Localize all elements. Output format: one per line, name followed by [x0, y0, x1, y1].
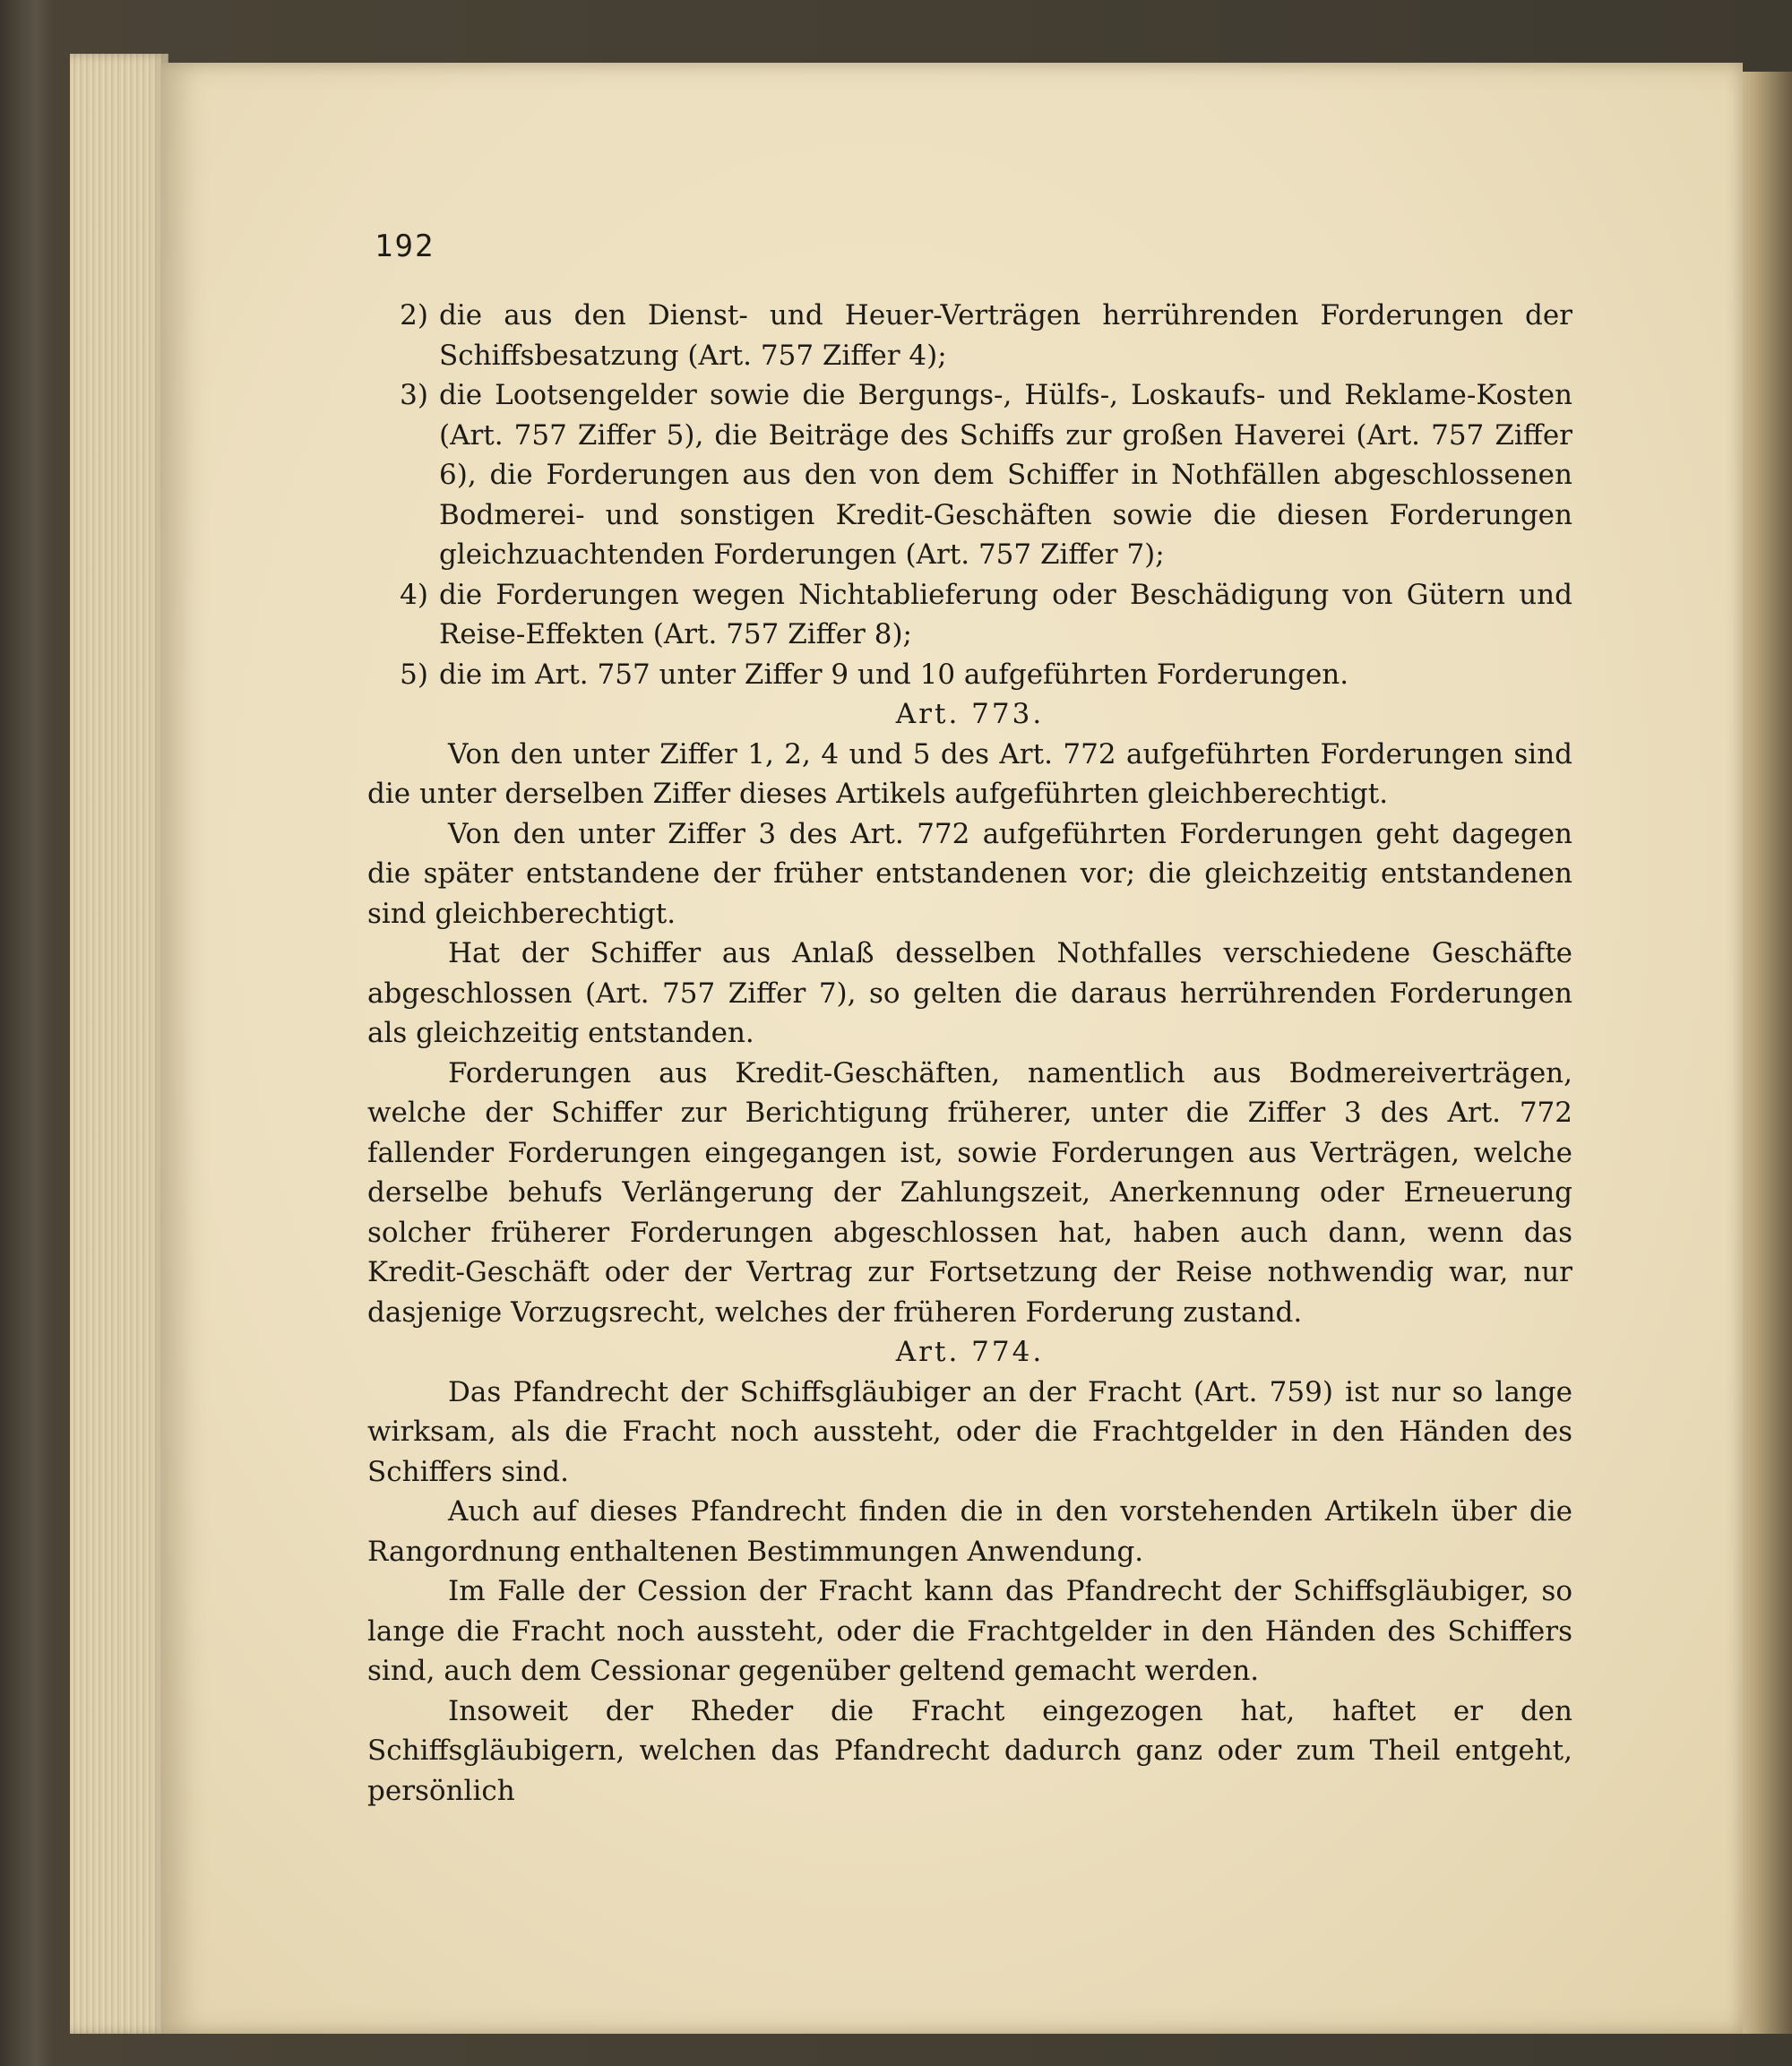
list-item: [367, 655, 1572, 695]
page-number: 192: [375, 228, 435, 264]
list-item: [367, 375, 1572, 575]
paragraph: Hat der Schiffer aus Anlaß desselben Nothfalles verschiedene Geschäfte abgeschlossen (Art. 757 Ziffer 7), so gelten die daraus herrührenden Forderungen als gleichzeitig entstanden.: [367, 937, 1572, 1049]
list-text: die aus den Dienst- und Heuer-Verträgen herrührenden Forderungen der Schiffsbesatzung (Art. 757 Ziffer 4);: [439, 299, 1572, 372]
list-item: [367, 296, 1572, 375]
numbered-list: [367, 296, 1572, 694]
list-number: 5): [400, 658, 428, 691]
list-number: 3): [400, 379, 428, 411]
list-number: 2): [400, 299, 428, 331]
list-text: die Lootsengelder sowie die Bergungs-, Hülfs-, Loskaufs- und Reklame-Kosten (Art. 757 Ziffer 5), die Beiträge des Schiffs zur großen Haverei (Art. 757 Ziffer 6), die Forderungen aus den von dem Schiffer in Nothfällen abgeschlossenen Bodmerei- und sonstigen Kredit-Geschäften sowie die diesen Forderungen gleichzuachtenden Forderungen (Art. 757 Ziffer 7);: [439, 379, 1572, 571]
list-item: [367, 575, 1572, 655]
paragraph: Von den unter Ziffer 3 des Art. 772 aufgeführten Forderungen geht dagegen die später entstandene der früher entstandenen vor; die gleichzeitig entstandenen sind gleichberechtigt.: [367, 817, 1572, 930]
list-number: 4): [400, 578, 428, 611]
paragraph: Das Pfandrecht der Schiffsgläubiger an der Fracht (Art. 759) ist nur so lange wirksam, als die Fracht noch aussteht, oder die Frachtgelder in den Händen des Schiffers sind.: [367, 1375, 1572, 1488]
list-text: die Forderungen wegen Nichtablieferung oder Beschädigung von Gütern und Reise-Effekten (Art. 757 Ziffer 8);: [439, 578, 1572, 650]
paragraph: Im Falle der Cession der Fracht kann das Pfandrecht der Schiffsgläubiger, so lange die Fracht noch aussteht, oder die Frachtgelder in den Händen des Schiffers sind, auch dem Cessionar gegenüber geltend gemacht werden.: [367, 1575, 1572, 1687]
article-heading-774: Art. 774.: [895, 1336, 1045, 1368]
page-edges: [70, 54, 168, 2034]
page-text: [367, 220, 1572, 1811]
paragraph: Forderungen aus Kredit-Geschäften, namentlich aus Bodmereiverträgen, welche der Schiffer zur Berichtigung früherer, unter die Ziffer 3 des Art. 772 fallender Forderungen eingegangen ist, sowie Forderungen aus Verträgen, welche derselbe behufs Verlängerung der Zahlungszeit, Anerkennung oder Erneuerung solcher früherer Forderungen abgeschlossen hat, haben auch dann, wenn das Kredit-Geschäft oder der Vertrag zur Fortsetzung der Reise nothwendig war, nur dasjenige Vorzugsrecht, welches der früheren Forderung zustand.: [367, 1056, 1572, 1329]
article-heading-773: Art. 773.: [895, 698, 1045, 730]
paragraph: Auch auf dieses Pfandrecht finden die in den vorstehenden Artikeln über die Rangordnung enthaltenen Bestimmungen Anwendung.: [367, 1495, 1572, 1568]
list-text: die im Art. 757 unter Ziffer 9 und 10 aufgeführten Forderungen.: [439, 658, 1349, 691]
paragraph: Von den unter Ziffer 1, 2, 4 und 5 des Art. 772 aufgeführten Forderungen sind die unter derselben Ziffer dieses Artikels aufgeführten gleichberechtigt.: [367, 737, 1572, 810]
paragraph: Insoweit der Rheder die Fracht eingezogen hat, haftet er den Schiffsgläubigern, welchen das Pfandrecht dadurch ganz oder zum Theil entgeht, persönlich: [367, 1694, 1572, 1807]
